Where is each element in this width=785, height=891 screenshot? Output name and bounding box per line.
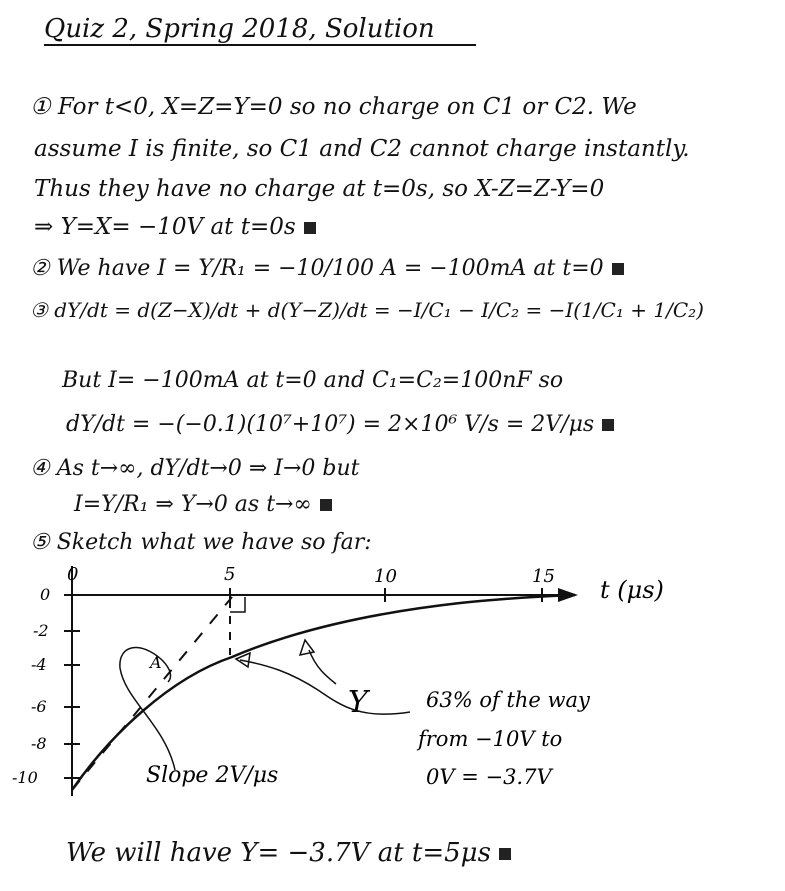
right-angle-marker bbox=[230, 597, 245, 612]
arrow-head-icon bbox=[300, 640, 314, 655]
y-tick-label: -2 bbox=[33, 621, 49, 640]
q3-line: ③ dY/dt = d(Z−X)/dt + d(Y−Z)/dt = −I/C₁ − I/C₂ = −I(1/C₁ + 1/C₂) bbox=[30, 298, 704, 322]
y-tick-label: 0 bbox=[40, 585, 51, 604]
note-line2: from −10V to bbox=[418, 727, 563, 751]
tangent-slope-line bbox=[72, 597, 232, 790]
note-line1: 63% of the way bbox=[426, 688, 590, 712]
y-tick-label: -8 bbox=[31, 734, 47, 753]
q1-line3: Thus they have no charge at t=0s, so X-Z=Z-Y=0 bbox=[34, 176, 605, 202]
conclusion-line bbox=[66, 838, 511, 868]
x-axis-label: t (μs) bbox=[600, 576, 664, 604]
note-arrow bbox=[240, 660, 410, 714]
page-title: Quiz 2, Spring 2018, Solution bbox=[44, 14, 435, 44]
slope-marker-letter: A bbox=[150, 653, 162, 672]
q1-line4-text: ⇒ Y=X= −10V at t=0s bbox=[34, 214, 296, 240]
q3-line3-text: dY/dt = −(−0.1)(10⁷+10⁷) = 2×10⁶ V/s = 2V/μs bbox=[66, 412, 595, 437]
q4-line2-text: I=Y/R₁ ⇒ Y→0 as t→∞ bbox=[74, 492, 312, 517]
q5-line: ⑤ Sketch what we have so far: bbox=[30, 530, 372, 555]
slope-label: Slope 2V/μs bbox=[146, 763, 279, 788]
y-tick-label: -10 bbox=[12, 768, 38, 787]
x-tick-label: 5 bbox=[224, 564, 236, 585]
x-tick-label: 0 bbox=[67, 564, 79, 585]
x-tick-label: 15 bbox=[532, 566, 555, 587]
note-line3: 0V = −3.7V bbox=[426, 765, 552, 789]
curve-label-arrow bbox=[309, 650, 336, 684]
qed-box-icon bbox=[499, 848, 511, 860]
y-tick-label: -6 bbox=[31, 697, 47, 716]
x-tick-label: 10 bbox=[374, 566, 397, 587]
conclusion-text: We will have Y= −3.7V at t=5μs bbox=[66, 838, 491, 868]
q2-line-text: ② We have I = Y/R₁ = −10/100 A = −100mA at t=0 bbox=[30, 256, 604, 281]
slope-annotation-loop bbox=[120, 648, 175, 770]
q4-line1: ④ As t→∞, dY/dt→0 ⇒ I→0 but bbox=[30, 456, 360, 481]
y-tick-label: -4 bbox=[31, 655, 47, 674]
curve-label: Y bbox=[348, 685, 368, 720]
q1-line2: assume I is finite, so C1 and C2 cannot charge instantly. bbox=[34, 136, 690, 162]
q1-line1: ① For t<0, X=Z=Y=0 so no charge on C1 or C2. We bbox=[30, 94, 637, 120]
q3-line2: But I= −100mA at t=0 and C₁=C₂=100nF so bbox=[62, 368, 564, 393]
